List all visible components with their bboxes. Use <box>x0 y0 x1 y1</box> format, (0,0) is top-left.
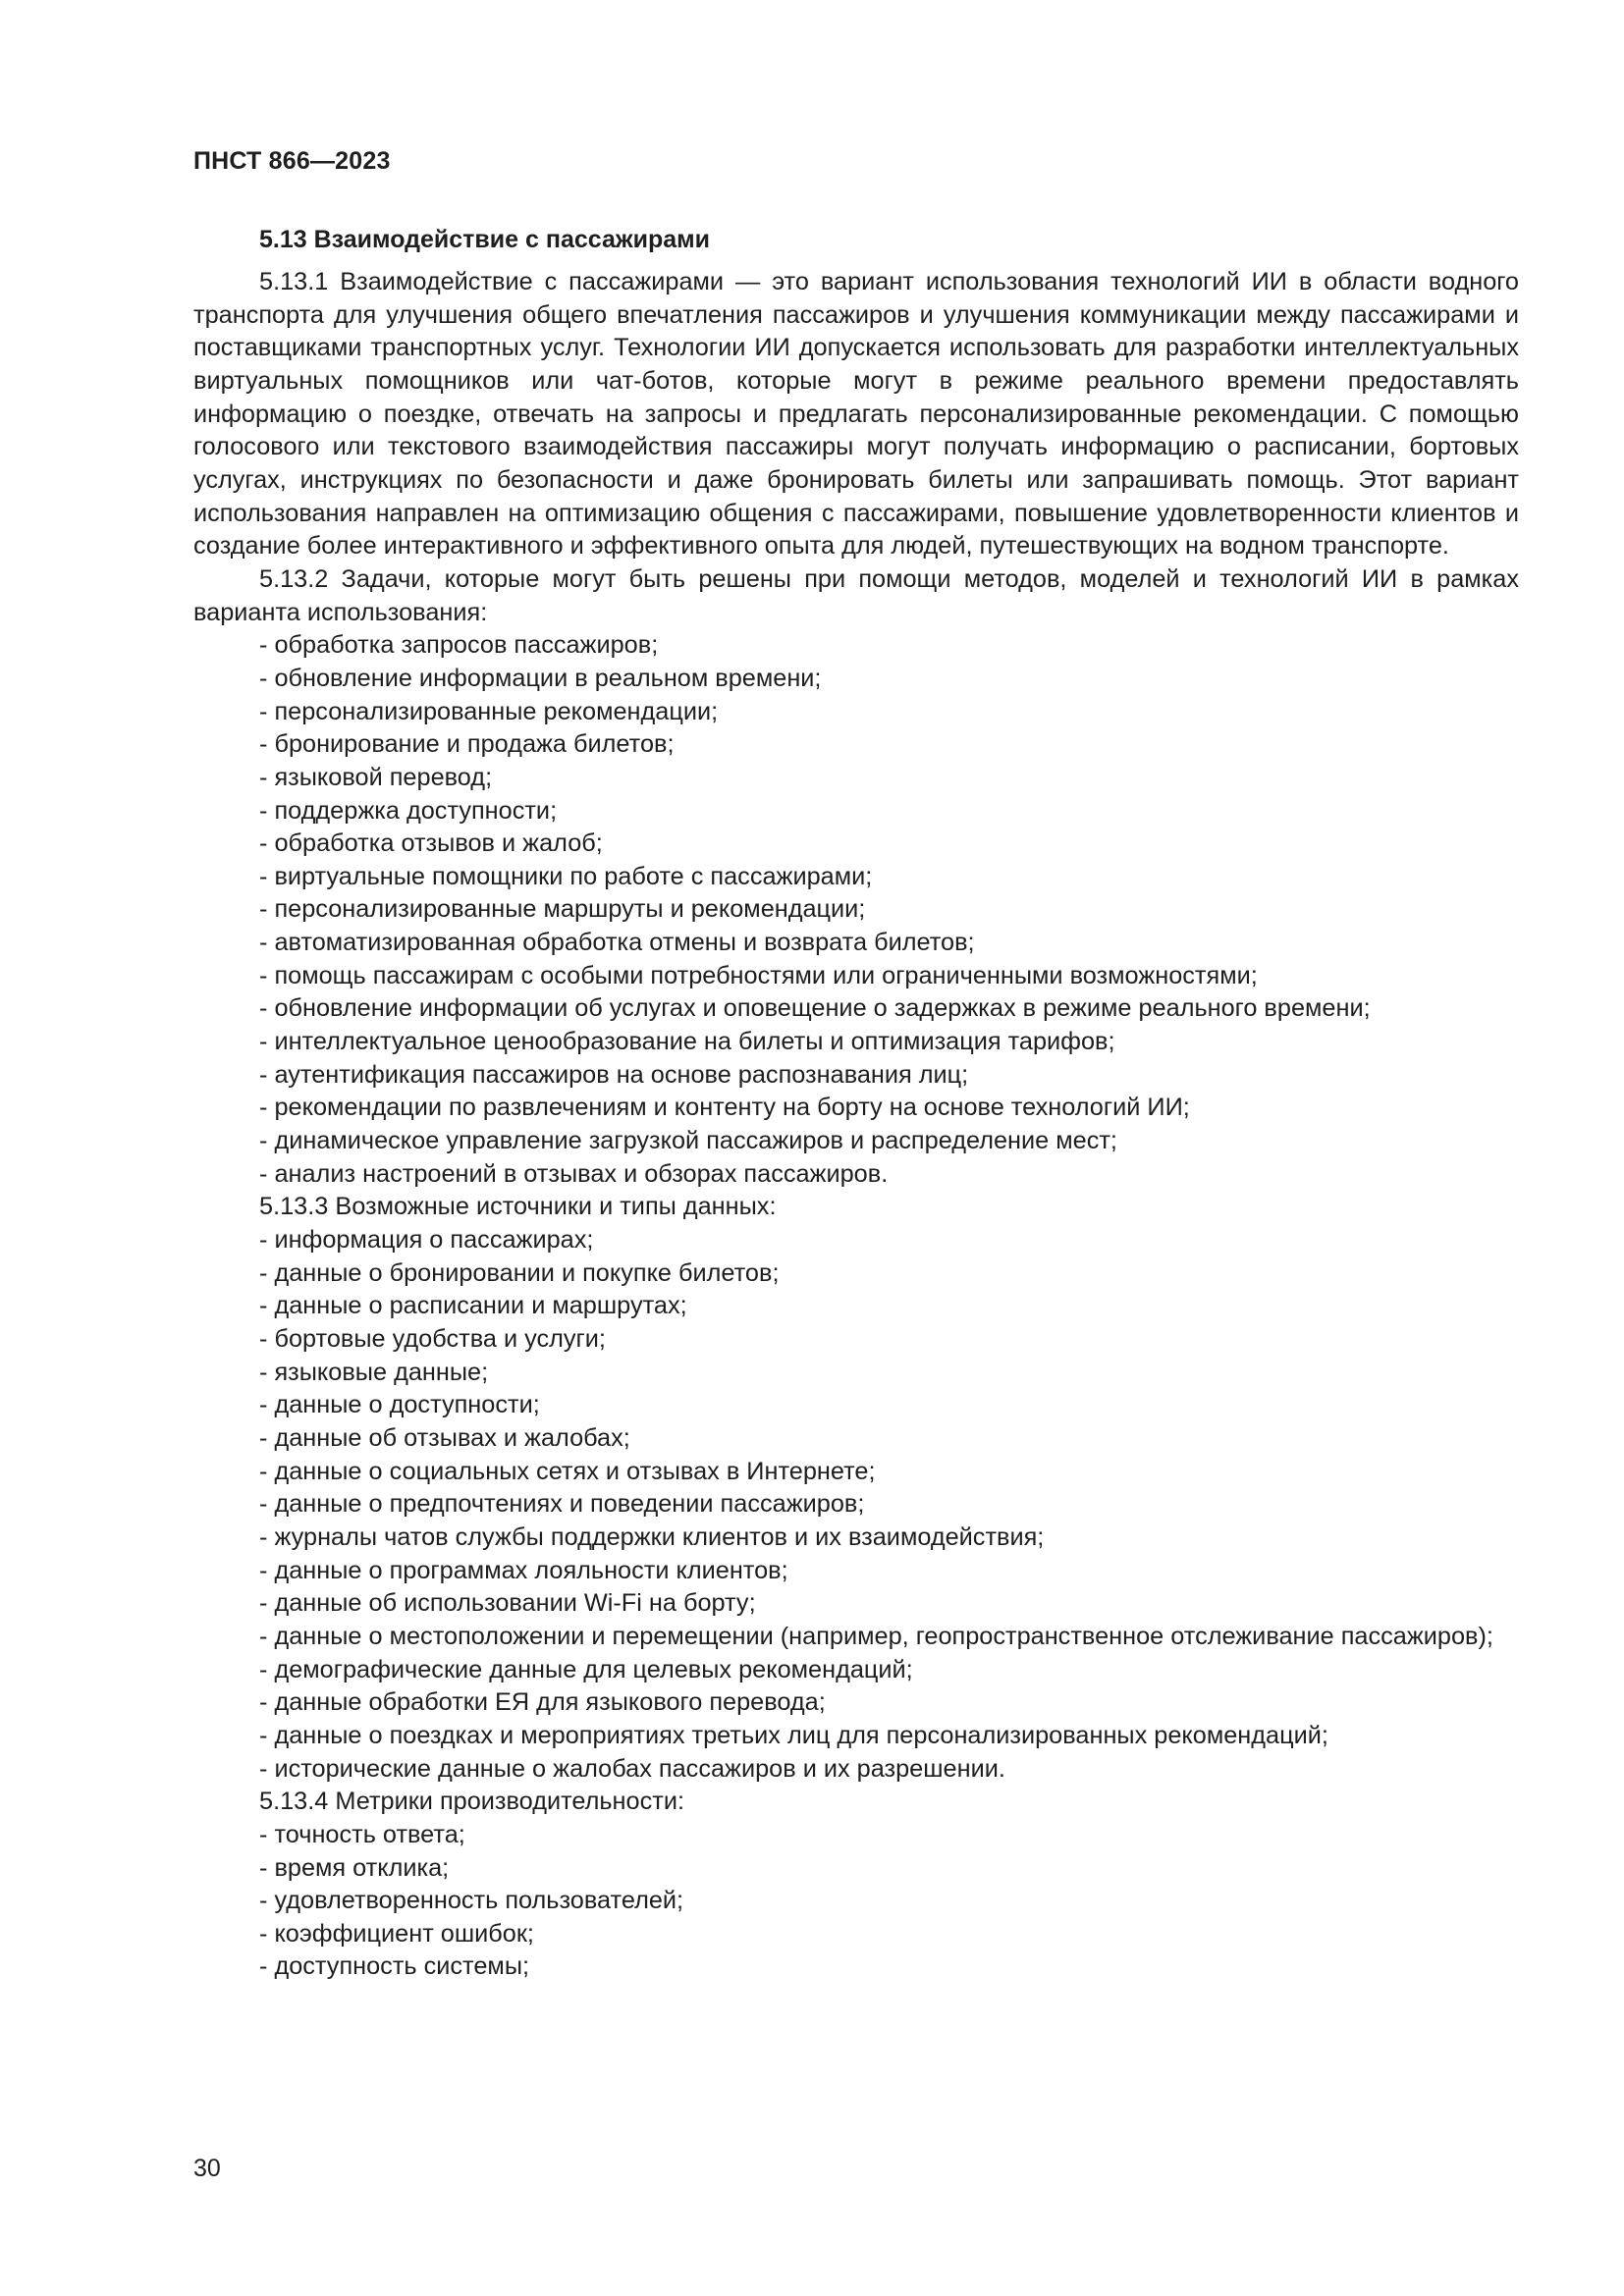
section-title: 5.13 Взаимодействие с пассажирами <box>259 226 711 253</box>
list-item: - виртуальные помощники по работе с пассажирами; <box>259 862 873 890</box>
list-item: - данные о доступности; <box>259 1391 540 1419</box>
list-item: - данные о предпочтениях и поведении пассажиров; <box>259 1490 865 1519</box>
tasks-list <box>193 629 1519 1191</box>
list-item: - данные об использовании Wi-Fi на борту; <box>259 1589 756 1618</box>
paragraph-5-13-2: 5.13.2 Задачи, которые могут быть решены при помощи методов, моделей и технологий ИИ в рамках варианта использования: <box>193 564 1519 626</box>
list-item: - обновление информации об услугах и оповещение о задержках в режиме реального времени; <box>259 994 1371 1023</box>
page-number: 30 <box>193 2155 221 2182</box>
list-item: - данные о местоположении и перемещении (например, геопространственное отслеживание пассажиров); <box>259 1622 1493 1650</box>
list-item: - помощь пассажирам с особыми потребностями или ограниченными возможностями; <box>259 961 1258 989</box>
list-item: - удовлетворенность пользователей; <box>259 1887 684 1915</box>
data-sources-list <box>193 1224 1519 1786</box>
list-item: - автоматизированная обработка отмены и возврата билетов; <box>259 929 975 957</box>
list-item: - данные о социальных сетях и отзывах в Интернете; <box>259 1457 876 1485</box>
list-item: - данные о поездках и мероприятиях третьих лиц для персонализированных рекомендаций; <box>259 1721 1328 1749</box>
document-id-header: ПНСТ 866—2023 <box>193 147 391 175</box>
list-item: - данные о расписании и маршрутах; <box>259 1292 687 1320</box>
list-item: - обработка запросов пассажиров; <box>259 631 659 660</box>
paragraph-5-13-4: 5.13.4 Метрики производительности: <box>259 1788 684 1816</box>
list-item: - бортовые удобства и услуги; <box>259 1325 606 1353</box>
list-item: - бронирование и продажа билетов; <box>259 730 675 759</box>
list-item: - данные о бронировании и покупке билетов; <box>259 1258 780 1287</box>
list-item: - точность ответа; <box>259 1820 465 1848</box>
list-item: - интеллектуальное ценообразование на билеты и оптимизация тарифов; <box>259 1028 1115 1056</box>
list-item: - данные об отзывах и жалобах; <box>259 1423 630 1452</box>
list-item: - аутентификация пассажиров на основе распознавания лиц; <box>259 1060 969 1089</box>
list-item: - анализ настроений в отзывах и обзорах пассажиров. <box>259 1159 889 1188</box>
list-item: - рекомендации по развлечениям и контенту на борту на основе технологий ИИ; <box>259 1094 1190 1122</box>
list-item: - доступность системы; <box>259 1952 530 1981</box>
paragraph-5-13-1: 5.13.1 Взаимодействие с пассажирами — это вариант использования технологий ИИ в области водного транспорта для улучшения общего впечатления пассажиров и улучшения коммуникации между пассажирами и поставщиками транспортных услуг. Технологии ИИ допускается использовать для разработки интеллектуальных виртуальных помощников или чат-ботов, которые могут в режиме реального времени предоставлять информацию о поездке, отвечать на запросы и предлагать персонализированные рекомендации. С помощью голосового или текстового взаимодействия пассажиры могут получать информацию о расписании, бортовых услугах, инструкциях по безопасности и даже бронировать билеты или запрашивать помощь. Этот вариант использования направлен на оптимизацию общения с пассажирами, повышение удовлетворенности клиентов и создание более интерактивного и эффективного опыта для людей, путешествующих на водном транспорте. <box>193 268 1519 561</box>
list-item: - поддержка доступности; <box>259 796 558 825</box>
list-item: - языковые данные; <box>259 1358 489 1386</box>
metrics-list <box>193 1819 1519 1984</box>
list-item: - обновление информации в реальном времени; <box>259 664 822 692</box>
list-item: - данные обработки ЕЯ для языкового перевода; <box>259 1688 826 1717</box>
list-item: - журналы чатов службы поддержки клиентов и их взаимодействия; <box>259 1522 1045 1551</box>
list-item: - данные о программах лояльности клиентов; <box>259 1556 788 1584</box>
paragraph-5-13-3: 5.13.3 Возможные источники и типы данных: <box>259 1193 777 1221</box>
list-item: - демографические данные для целевых рекомендаций; <box>259 1655 913 1683</box>
list-item: - языковой перевод; <box>259 763 493 791</box>
document-body <box>193 224 1519 1984</box>
list-item: - динамическое управление загрузкой пассажиров и распределение мест; <box>259 1127 1117 1155</box>
list-item: - персонализированные рекомендации; <box>259 697 719 725</box>
list-item: - исторические данные о жалобах пассажиров и их разрешении. <box>259 1754 1005 1783</box>
list-item: - персонализированные маршруты и рекомендации; <box>259 895 866 924</box>
list-item: - информация о пассажирах; <box>259 1226 594 1255</box>
list-item: - коэффициент ошибок; <box>259 1919 534 1948</box>
list-item: - обработка отзывов и жалоб; <box>259 829 603 858</box>
list-item: - время отклика; <box>259 1853 450 1882</box>
